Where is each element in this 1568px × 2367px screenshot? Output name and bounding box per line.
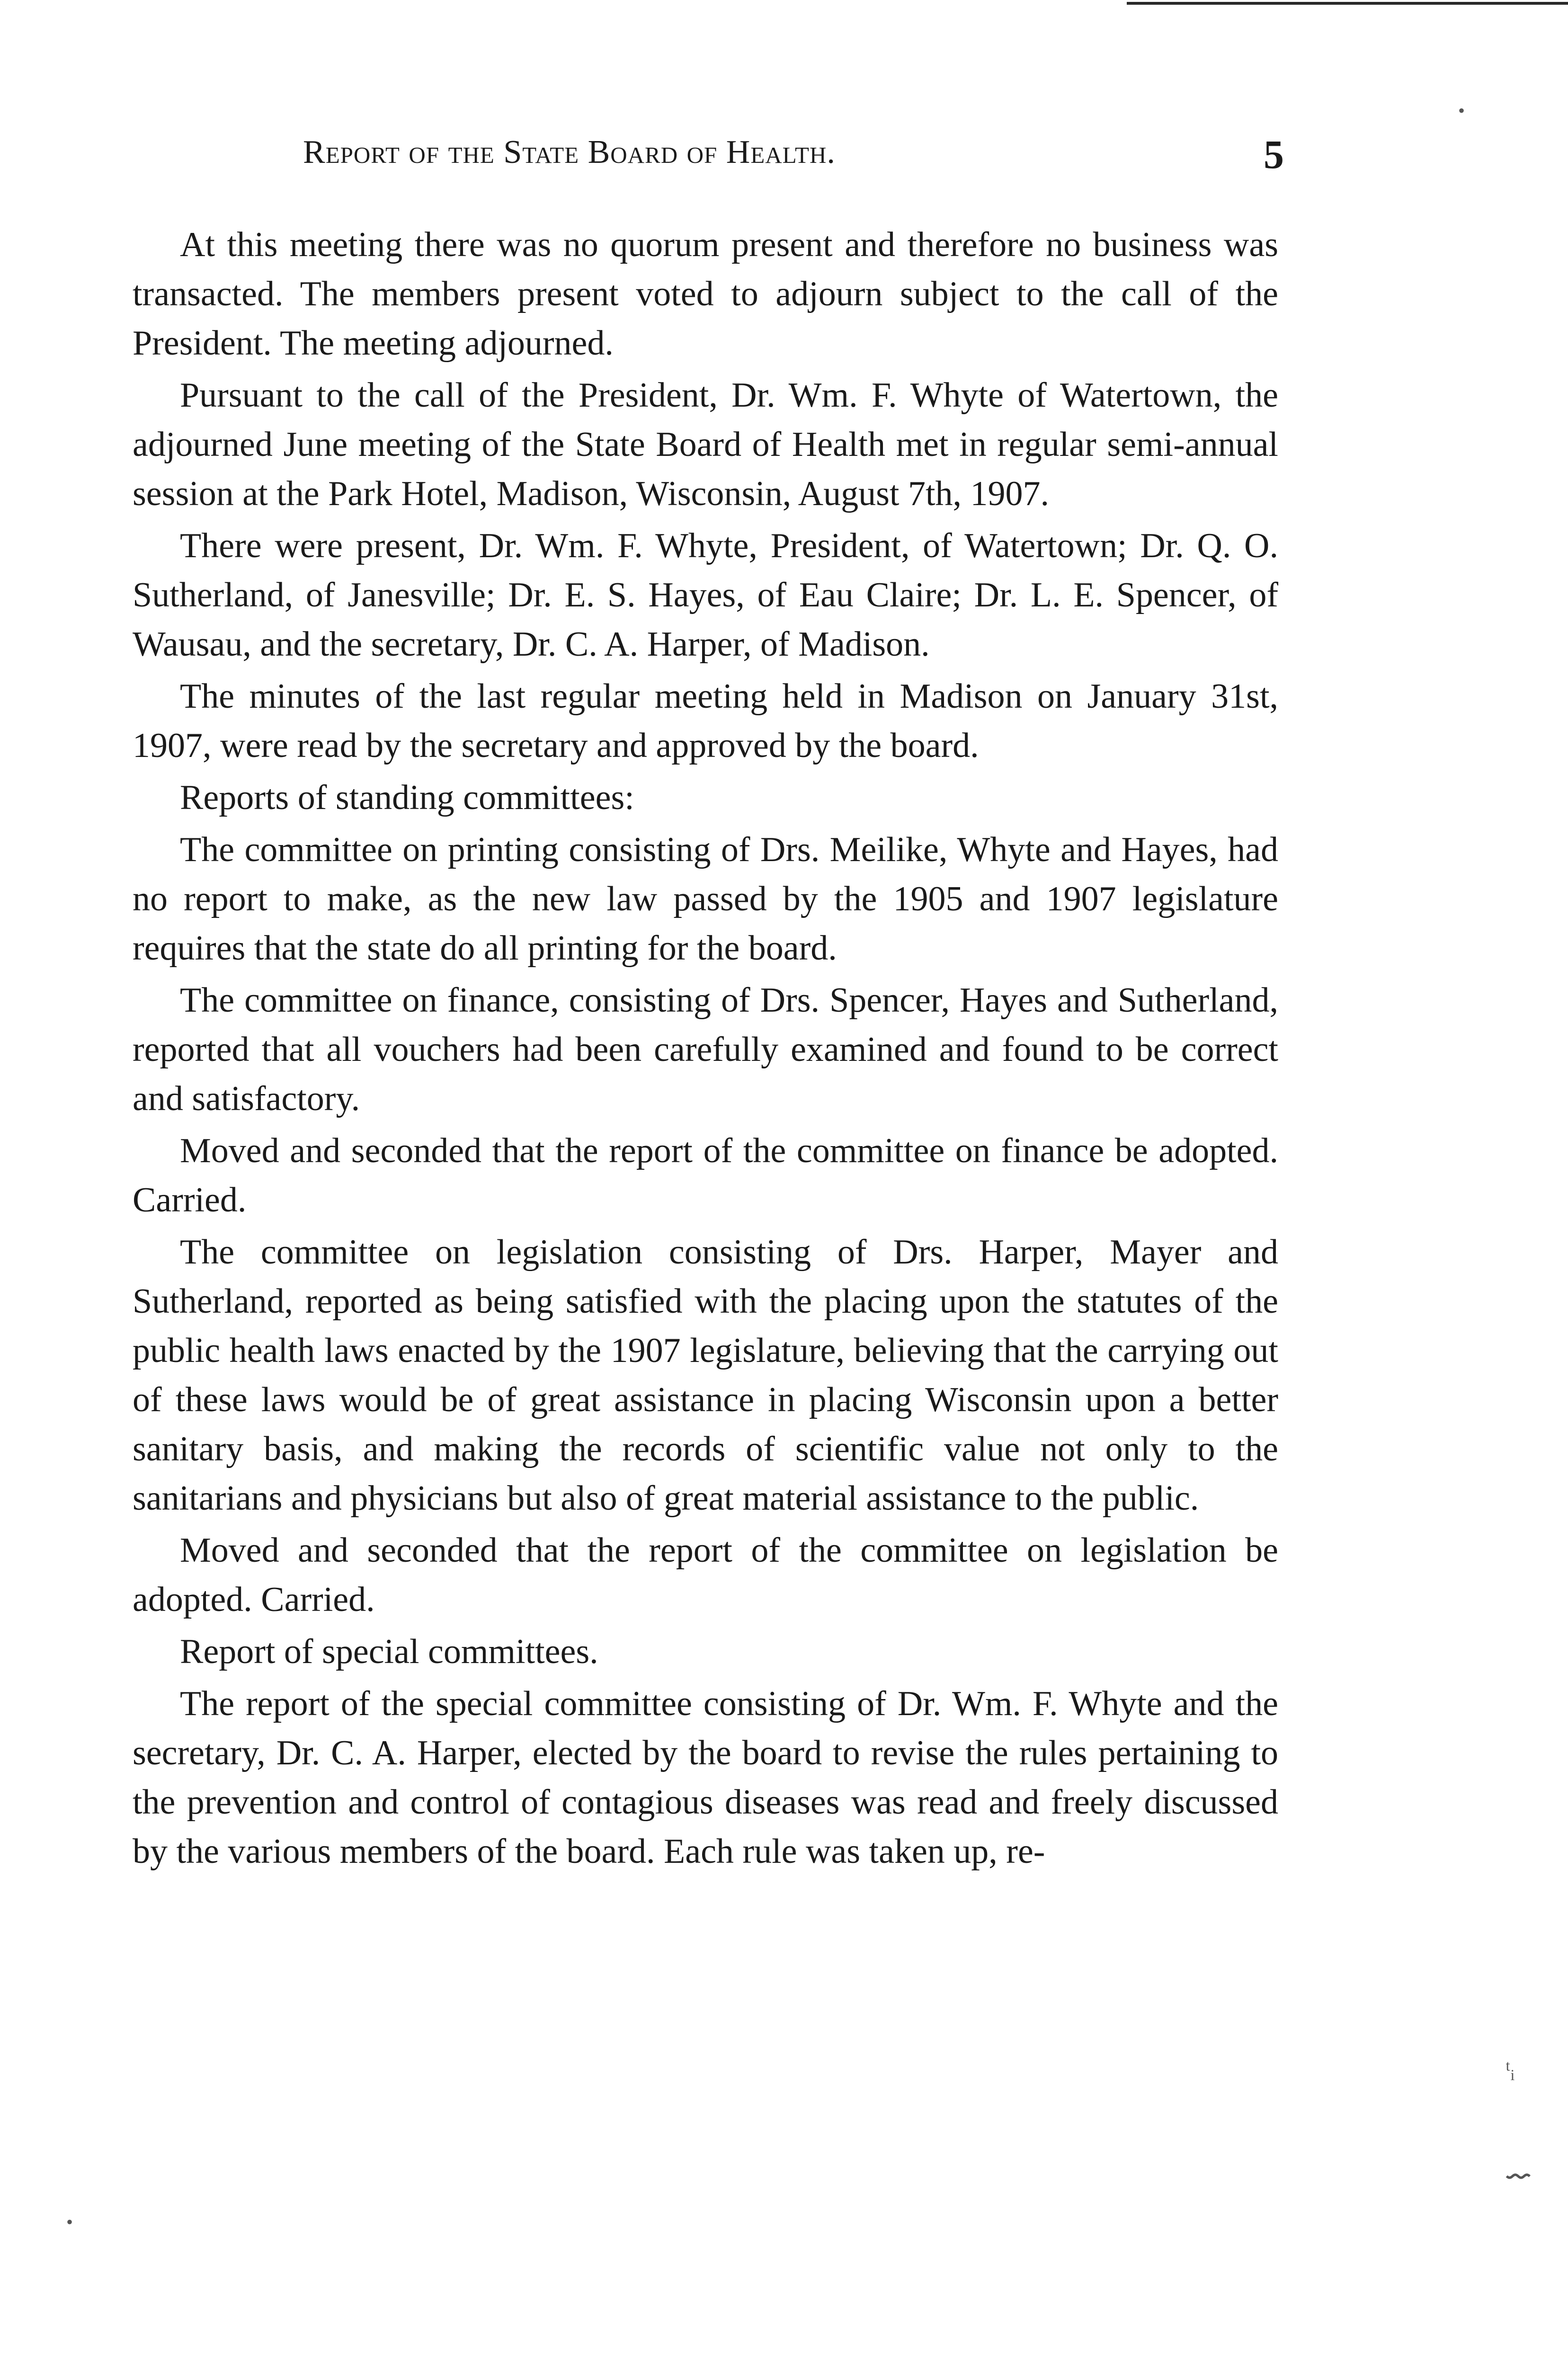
paragraph: Pursuant to the call of the President, Dr. Wm. F. Whyte of Watertown, the adjourned June meeting of the State Board of Health met in regular semi-annual session at the Park Hotel, Madison, Wisconsin, August 7th, 1907. bbox=[133, 376, 1278, 513]
running-head: Report of the State Board of Health. bbox=[303, 134, 836, 170]
top-edge-rule bbox=[1127, 2, 1568, 5]
margin-dot-left: • bbox=[66, 2211, 73, 2233]
paragraph: Report of special committees. bbox=[180, 1632, 598, 1671]
paragraph: At this meeting there was no quorum present and therefore no business was transacted. The members present voted to adjourn subject to the call of the President. The meeting adjourned. bbox=[133, 225, 1278, 363]
body-text bbox=[133, 220, 1278, 1879]
paragraph: The report of the special committee consisting of Dr. Wm. F. Whyte and the secretary, Dr. C. A. Harper, elected by the board to revise the rules pertaining to the prevention and control of contagious diseases was read and freely discussed by the various members of the board. Each rule was taken up, re- bbox=[133, 1684, 1278, 1871]
margin-mark-right-2: ⌇ bbox=[1500, 2169, 1534, 2184]
paragraph: Moved and seconded that the report of the committee on finance be adopted. Carried. bbox=[133, 1131, 1278, 1219]
page-number: 5 bbox=[1264, 132, 1284, 177]
paragraph: Moved and seconded that the report of the committee on legislation be adopted. Carried. bbox=[133, 1531, 1278, 1619]
paragraph: The committee on legislation consisting of Drs. Harper, Mayer and Sutherland, reported as being satisfied with the placing upon the statutes of the public health laws enacted by the 1907 legislature, believing that the carrying out of these laws would be of great assistance in placing Wisconsin upon a better sanitary basis, and making the records of scientific value not only to the sanitarians and physicians but also of great material assistance to the public. bbox=[133, 1233, 1278, 1518]
paragraph: Reports of standing committees: bbox=[180, 778, 634, 817]
page-header bbox=[133, 133, 1284, 186]
paragraph: The minutes of the last regular meeting held in Madison on January 31st, 1907, were read by the secretary and approved by the board. bbox=[133, 677, 1278, 765]
paragraph: There were present, Dr. Wm. F. Whyte, President, of Watertown; Dr. Q. O. Sutherland, of Janesville; Dr. E. S. Hayes, of Eau Claire; Dr. L. E. Spencer, of Wausau, and the secretary, Dr. C. A. Harper, of Madison. bbox=[133, 526, 1278, 664]
paragraph: The committee on printing consisting of Drs. Meilike, Whyte and Hayes, had no report to make, as the new law passed by the 1905 and 1907 legislature requires that the state do all printing for the board. bbox=[133, 830, 1278, 968]
margin-mark-right-1: ᵗᵢ bbox=[1506, 2055, 1515, 2083]
paragraph: The committee on finance, consisting of Drs. Spencer, Hayes and Sutherland, reported that all vouchers had been carefully examined and found to be correct and satisfactory. bbox=[133, 981, 1278, 1118]
margin-dot-top: • bbox=[1458, 100, 1465, 121]
